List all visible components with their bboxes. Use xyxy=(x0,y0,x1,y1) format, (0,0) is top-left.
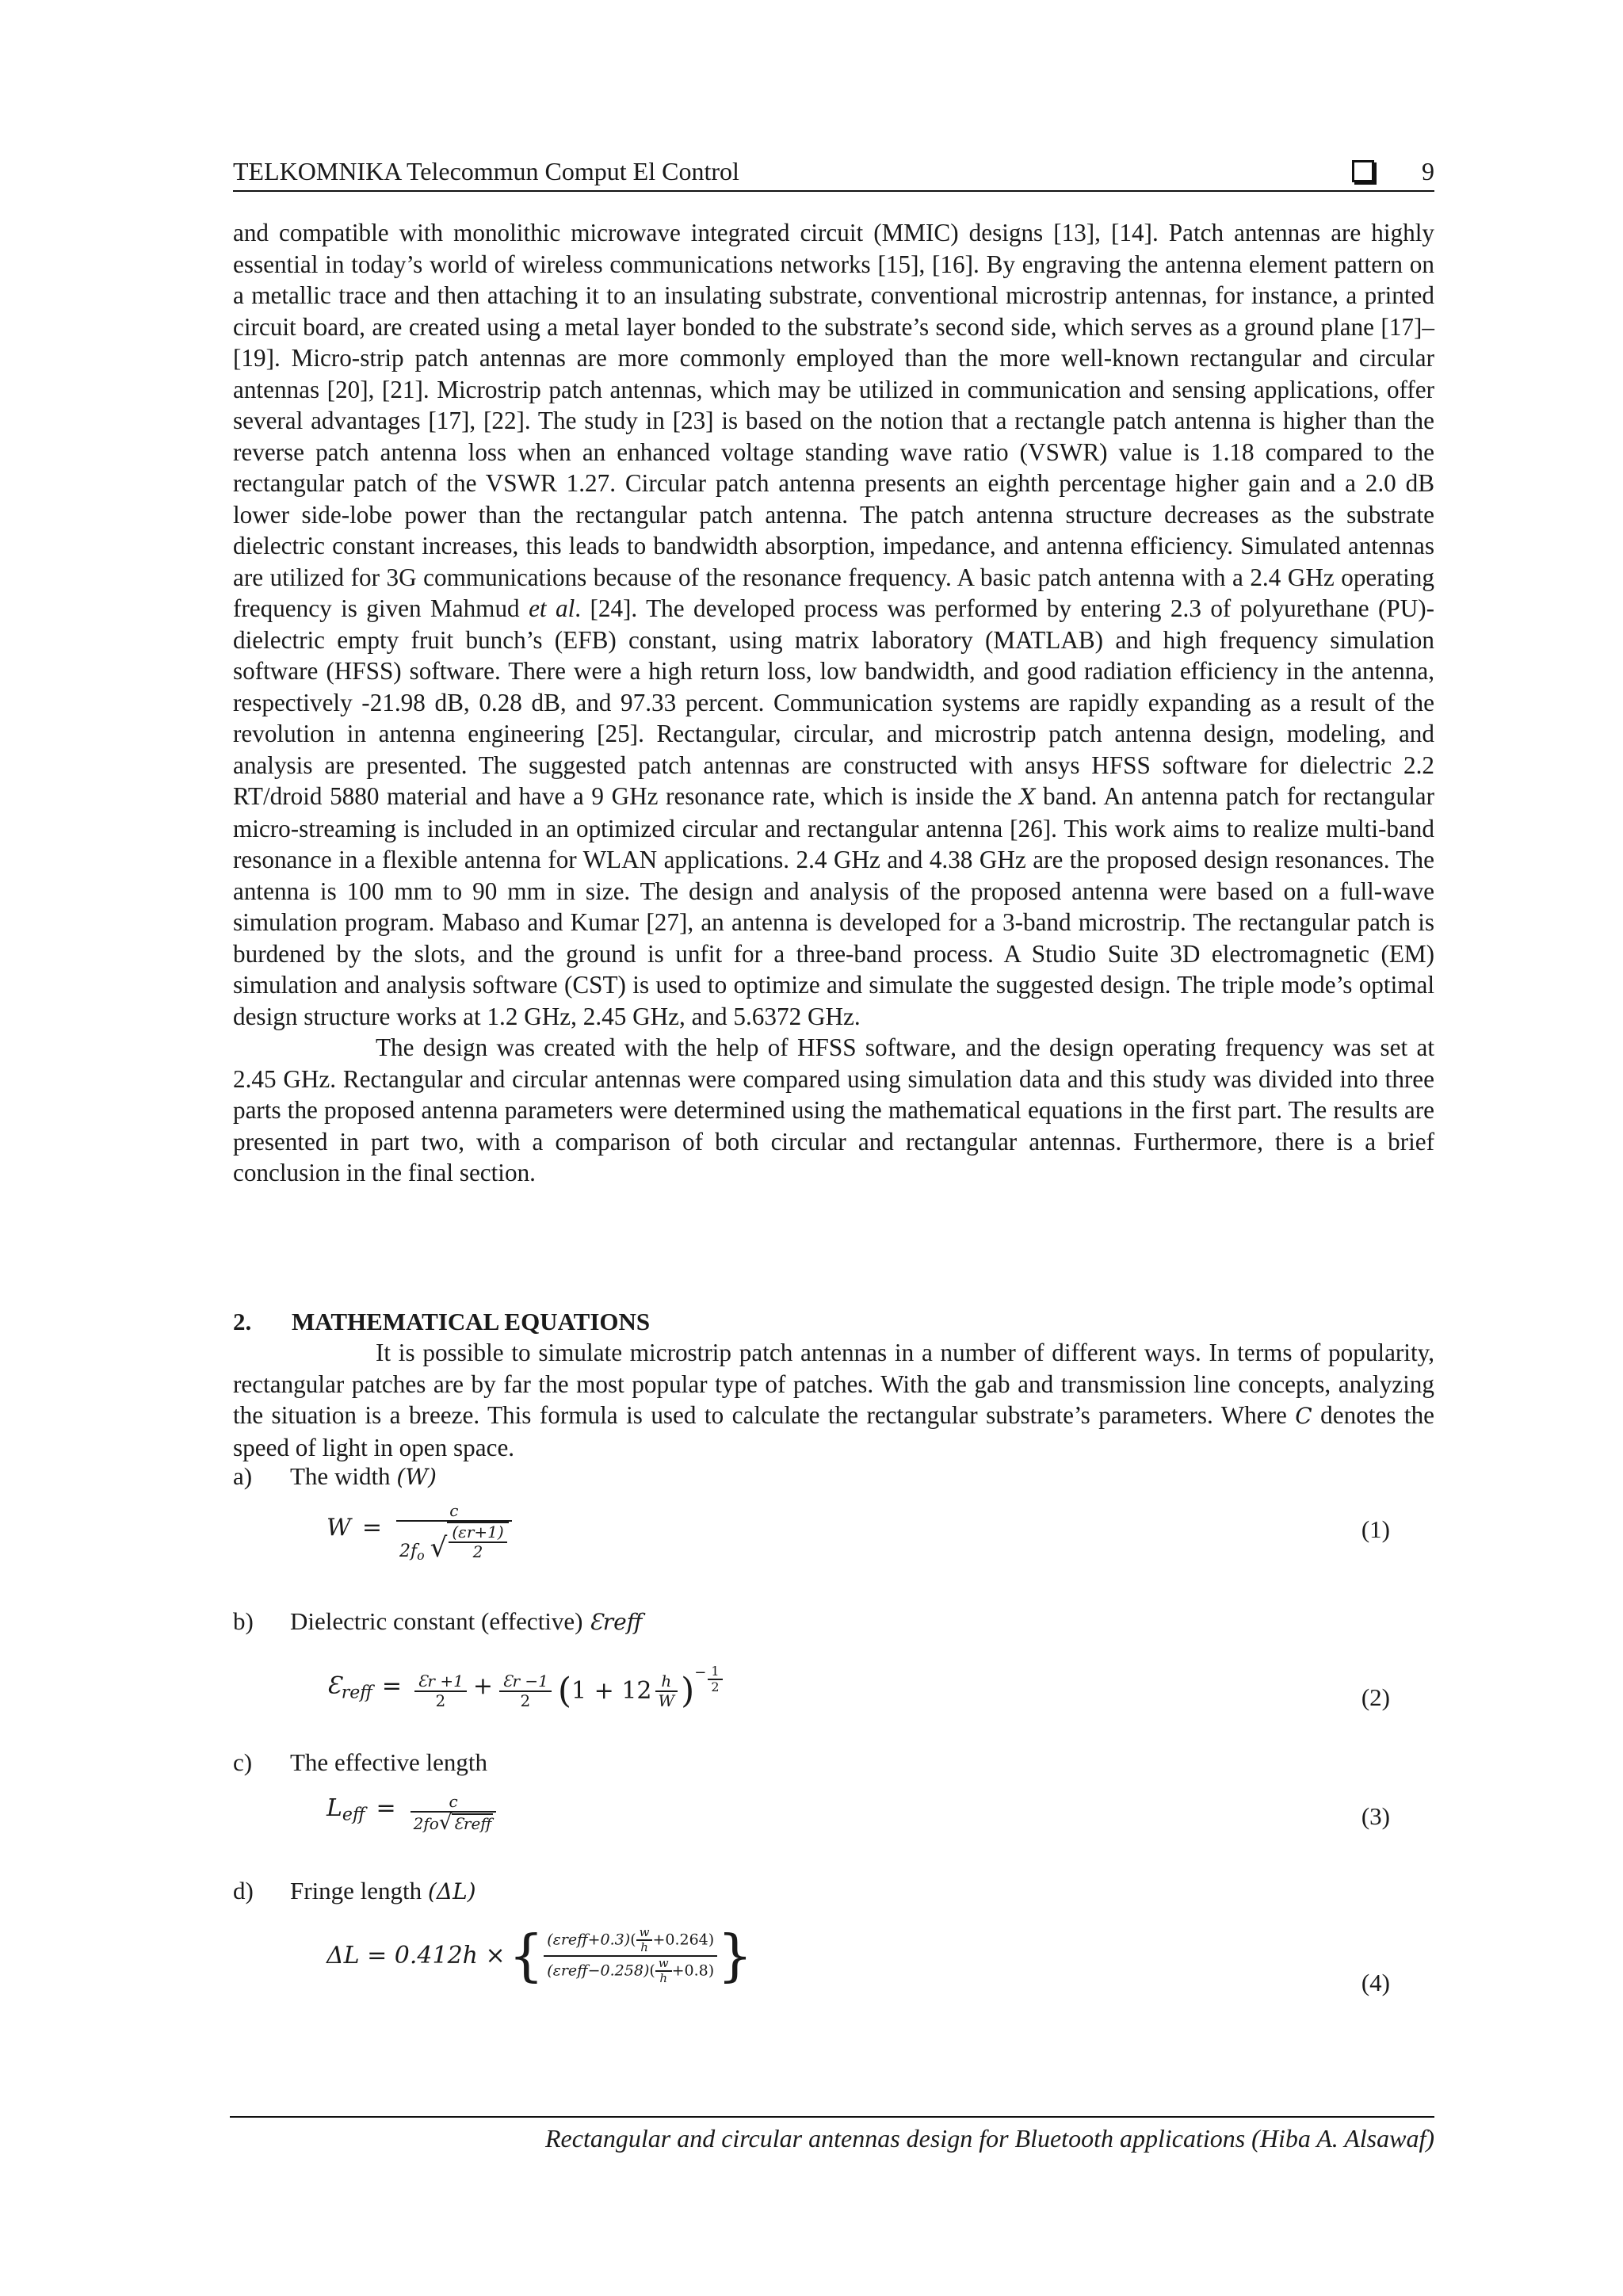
eq1-radicand xyxy=(447,1522,508,1561)
eq1-numerator: c xyxy=(449,1501,459,1520)
item-effective-length xyxy=(233,1747,487,1778)
running-header xyxy=(233,155,1434,190)
equation-4 xyxy=(327,1923,753,1988)
item-math: (W) xyxy=(396,1464,437,1490)
section-heading xyxy=(233,1306,650,1338)
journal-title: TELKOMNIKA Telecommun Comput El Control xyxy=(233,157,739,185)
right-paren-icon: ) xyxy=(708,1961,715,1979)
eq4-top-a: (εreff+0.3) xyxy=(547,1931,631,1949)
page-number: 9 xyxy=(1422,157,1434,185)
eq2-t1-num: Ɛr +1 xyxy=(417,1671,464,1690)
section-text-b: denotes the speed of light in open space. xyxy=(233,1401,1435,1461)
header-rule xyxy=(233,190,1434,192)
item-label: a) xyxy=(233,1462,253,1490)
equation-number-3: (3) xyxy=(1361,1802,1390,1830)
intro-text-a: and compatible with monolithic microwave integrated circuit (MMIC) designs [13], [14]. Patch antennas are highly essential in today’s world of wireless communications networks [15], [16]. By engraving the antenna element pattern on a metallic trace and then attaching it to an insulating substrate, conventional microstrip antennas, for instance, a printed circuit board, are created using a metal layer bonded to the substrate’s second side, which serves as a ground plane [17]–[19]. Micro-strip patch antennas are more commonly employed than the more well-known rectangular and circular antennas [20], [21]. Microstrip patch antennas, which may be utilized in communication and sensing applications, offer several advantages [17], [22]. The study in [23] is based on the notion that a rectangle patch antenna is higher than the reverse patch antenna loss when an enhanced voltage standing wave ratio (VSWR) value is 1.18 compared to the rectangular patch of the VSWR 1.27. Circular patch antenna presents an eighth percentage higher gain and a 2.0 dB lower side-lobe power than the rectangular patch antenna. The patch antenna structure decreases as the substrate dielectric constant increases, this leads to bandwidth absorption, impedance, and antenna efficiency. Simulated antennas are utilized for 3G communications because of the resonance frequency. A basic patch antenna with a 2.4 GHz operating frequency is given Mahmud xyxy=(233,219,1434,622)
equation-number-2: (2) xyxy=(1361,1683,1390,1711)
footer-rule xyxy=(230,2116,1434,2118)
item-dielectric xyxy=(233,1606,643,1638)
left-paren-icon: ( xyxy=(630,1931,636,1949)
eq3-lhs-sub: eff xyxy=(342,1805,365,1825)
eq2-term2 xyxy=(499,1672,552,1710)
eq4-w: w xyxy=(658,1955,669,1970)
eq3-radicand: Ɛreff xyxy=(453,1814,492,1833)
eq1-rad-num: (εr+1) xyxy=(452,1522,504,1541)
eq4-wh-bottom xyxy=(655,1957,672,1986)
left-paren-icon: ( xyxy=(557,1671,572,1711)
eq4-h: h xyxy=(640,1940,648,1955)
eq4-bot-a: (εreff−0.258) xyxy=(547,1961,650,1979)
x-band-symbol: X xyxy=(1019,784,1036,810)
eq4-numerator xyxy=(544,1926,717,1955)
eq2-term1 xyxy=(414,1672,467,1710)
item-text: Dielectric constant (effective) xyxy=(290,1607,590,1635)
right-paren-icon: ) xyxy=(681,1671,695,1711)
eq2-h: h xyxy=(661,1671,672,1690)
eq4-denominator xyxy=(544,1957,717,1986)
eq2-equals: = xyxy=(381,1672,402,1701)
eq2-lhs: Ɛ xyxy=(327,1672,342,1701)
eq2-plus: + xyxy=(472,1672,493,1701)
item-text: Fringe length xyxy=(290,1877,428,1904)
eq3-denominator xyxy=(411,1813,497,1833)
eq4-h: h xyxy=(659,1970,668,1985)
equation-2 xyxy=(327,1664,723,1711)
eq2-exp-num: 1 xyxy=(711,1664,720,1679)
section-number: 2. xyxy=(233,1308,252,1335)
eq2-exp-frac xyxy=(708,1664,722,1695)
section-title: MATHEMATICAL EQUATIONS xyxy=(292,1308,651,1335)
sqrt-icon: √ xyxy=(430,1532,448,1564)
eq2-lhs-sub: reff xyxy=(341,1683,372,1703)
eq2-t2-den: 2 xyxy=(520,1690,531,1710)
item-text: The effective length xyxy=(290,1748,488,1776)
eq1-sqrt xyxy=(430,1522,509,1564)
eq2-hw xyxy=(655,1672,678,1710)
eq4-wh-top xyxy=(636,1926,653,1955)
eq2-inner: 1 + 12 xyxy=(571,1677,652,1705)
eq1-rad-den: 2 xyxy=(472,1542,483,1561)
eq3-sqrt xyxy=(439,1813,494,1833)
item-text: The width xyxy=(290,1462,397,1490)
eq2-t1-den: 2 xyxy=(435,1690,446,1710)
eq3-numerator: c xyxy=(449,1792,458,1811)
eq3-fraction xyxy=(411,1793,497,1833)
section-paragraph xyxy=(233,1337,1434,1463)
equation-number-4: (4) xyxy=(1361,1969,1390,1996)
eq1-fraction xyxy=(396,1502,512,1563)
left-brace-icon: { xyxy=(508,1923,544,1988)
eq1-lhs: W xyxy=(327,1514,351,1542)
checkbox-square-icon xyxy=(1352,160,1374,182)
item-math: Ɛreff xyxy=(589,1609,643,1635)
item-label: c) xyxy=(233,1748,253,1776)
minus-sign: − xyxy=(694,1664,707,1681)
eq3-den: 2fo xyxy=(413,1814,439,1833)
section-body xyxy=(233,1337,1434,1463)
eq3-equals: = xyxy=(376,1794,396,1823)
equation-1 xyxy=(327,1502,515,1563)
right-paren-icon: ) xyxy=(708,1931,715,1949)
left-paren-icon: ( xyxy=(649,1961,655,1979)
eq4-w: w xyxy=(639,1925,650,1939)
intro-text-b: . [24]. The developed process was performed by entering 2.3 of polyurethane (PU)-dielectric empty fruit bunch’s (EFB) constant, using matrix laboratory (MATLAB) and high frequency simulation software (HFSS) software. There were a high return loss, low bandwidth, and good radiation efficiency in the antenna, respectively -21.98 dB, 0.28 dB, and 97.33 percent. Communication systems are rapidly expanding as a result of the revolution in antenna engineering [25]. Rectangular, circular, and microstrip patch antenna design, modeling, and analysis are presented. The suggested patch antennas are constructed with ansys HFSS software for dielectric 2.2 RT/droid 5880 material and have a 9 GHz resonance rate, which is inside the xyxy=(233,594,1434,810)
c-symbol: C xyxy=(1295,1403,1312,1429)
eq1-equals: = xyxy=(361,1514,382,1542)
item-label: b) xyxy=(233,1607,254,1635)
intro-paragraph-1 xyxy=(233,217,1434,1032)
equation-number-1: (1) xyxy=(1361,1515,1390,1543)
item-math: (ΔL) xyxy=(427,1878,476,1904)
eq2-exponent xyxy=(694,1664,722,1695)
eq1-den-sub: o xyxy=(417,1547,425,1563)
eq4-fraction xyxy=(544,1926,717,1985)
eq2-exp-den: 2 xyxy=(711,1679,720,1695)
section-text-a: It is possible to simulate microstrip patch antennas in a number of different ways. In terms of popularity, rectangular patches are by far the most popular type of patches. With the gab and transmission line concepts, analyzing the situation is a breeze. This formula is used to calculate the rectangular substrate’s parameters. Where xyxy=(233,1339,1434,1429)
intro-text-c: band. An antenna patch for rectangular micro-streaming is included in an optimized circular and rectangular antenna [26]. This work aims to realize multi-band resonance in a flexible antenna for WLAN applications. 2.4 GHz and 4.38 GHz are the proposed design resonances. The antenna is 100 mm to 90 mm in size. The design and analysis of the proposed antenna were based on a full-wave simulation program. Mabaso and Kumar [27], an antenna is developed for a 3-band microstrip. The rectangular patch is burdened by the slots, and the ground is unfit for a three-band process. A Studio Suite 3D electromagnetic (EM) simulation and analysis software (CST) is used to optimize and simulate the suggested design. The triple mode’s optimal design structure works at 1.2 GHz, 2.45 GHz, and 5.6372 GHz. xyxy=(233,782,1434,1030)
eq4-bot-b: +0.8 xyxy=(671,1961,708,1979)
eq3-lhs: L xyxy=(327,1794,342,1823)
item-fringe-length xyxy=(233,1875,476,1908)
eq1-denominator xyxy=(396,1522,512,1563)
eq1-inner-fraction xyxy=(449,1523,506,1561)
intro-paragraph-2: The design was created with the help of HFSS software, and the design operating frequency was set at 2.45 GHz. Rectangular and circular antennas were compared using simulation data and this study was divided into three parts the proposed antenna parameters were determined using the mathematical equations in the first part. The results are presented in part two, with a comparison of both circular and rectangular antennas. Furthermore, there is a brief conclusion in the final section. xyxy=(233,1033,1434,1186)
sqrt-icon: √ xyxy=(438,1811,453,1835)
item-width xyxy=(233,1461,437,1493)
right-brace-icon: } xyxy=(717,1923,753,1988)
eq2-w: W xyxy=(658,1690,675,1710)
equation-3 xyxy=(327,1793,499,1833)
eq4-lhs: ΔL = 0.412h × xyxy=(327,1942,506,1969)
eq2-t2-num: Ɛr −1 xyxy=(502,1671,548,1690)
intro-body xyxy=(233,217,1434,1189)
running-footer: Rectangular and circular antennas design for Bluetooth applications (Hiba A. Alsawaf) xyxy=(545,2124,1434,2153)
etal-text: et al xyxy=(529,594,575,622)
eq1-den-coef: 2f xyxy=(399,1541,418,1561)
eq4-top-b: +0.264 xyxy=(652,1931,708,1949)
item-label: d) xyxy=(233,1877,254,1904)
